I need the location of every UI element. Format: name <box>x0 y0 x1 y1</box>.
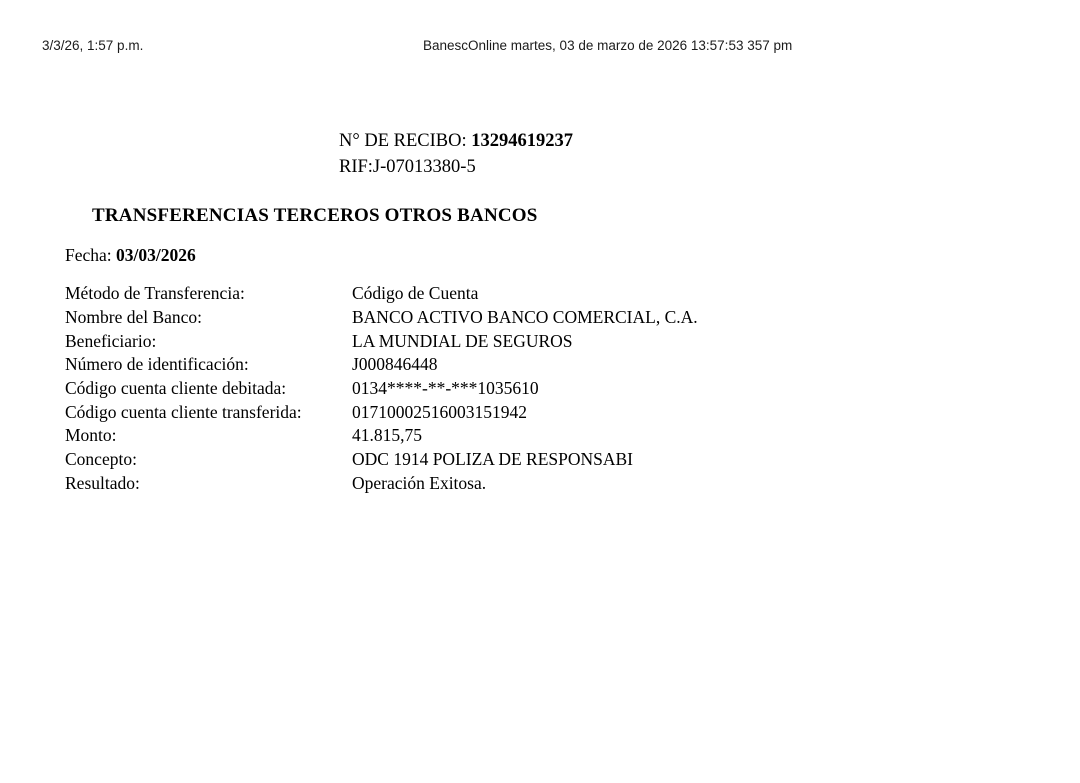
detail-row-cuenta-debitada <box>65 377 698 401</box>
receipt-id-block <box>339 128 573 180</box>
detail-value: BANCO ACTIVO BANCO COMERCIAL, C.A. <box>352 307 698 328</box>
detail-label: Beneficiario: <box>65 330 157 351</box>
detail-row-metodo <box>65 282 698 306</box>
receipt-number-label: N° DE RECIBO: <box>339 131 472 151</box>
detail-label: Concepto: <box>65 449 137 470</box>
detail-value: 41.815,75 <box>352 425 422 446</box>
detail-label: Nombre del Banco: <box>65 307 203 328</box>
detail-row-monto <box>65 424 698 448</box>
rif-line: RIF:J-07013380-5 <box>339 157 476 177</box>
detail-row-banco <box>65 306 698 330</box>
page-title: TRANSFERENCIAS TERCEROS OTROS BANCOS <box>92 205 538 226</box>
fecha-value: 03/03/2026 <box>116 245 196 265</box>
detail-value: J000846448 <box>352 354 438 375</box>
detail-row-beneficiario <box>65 329 698 353</box>
detail-label: Número de identificación: <box>65 354 249 375</box>
detail-row-resultado <box>65 472 698 496</box>
detail-label: Resultado: <box>65 472 140 493</box>
detail-value: Código de Cuenta <box>352 283 479 304</box>
detail-value: LA MUNDIAL DE SEGUROS <box>352 330 573 351</box>
receipt-number-line <box>339 128 573 154</box>
detail-label: Método de Transferencia: <box>65 283 245 304</box>
detail-row-identificacion <box>65 353 698 377</box>
detail-value: ODC 1914 POLIZA DE RESPONSABI <box>352 449 633 470</box>
detail-label: Código cuenta cliente debitada: <box>65 378 287 399</box>
receipt-number-value: 13294619237 <box>471 131 574 151</box>
transfer-details <box>65 282 698 495</box>
detail-value: Operación Exitosa. <box>352 472 487 493</box>
fecha-line <box>65 245 196 266</box>
detail-row-concepto <box>65 448 698 472</box>
detail-row-cuenta-transferida <box>65 400 698 424</box>
fecha-label: Fecha: <box>65 245 117 265</box>
print-header-datetime: 3/3/26, 1:57 p.m. <box>42 38 144 53</box>
print-header-page-title: BanescOnline martes, 03 de marzo de 2026 13:57:53 357 pm <box>423 38 793 53</box>
detail-label: Código cuenta cliente transferida: <box>65 401 302 422</box>
detail-value: 01710002516003151942 <box>352 401 527 422</box>
detail-label: Monto: <box>65 425 117 446</box>
detail-value: 0134****-**-***1035610 <box>352 378 539 399</box>
